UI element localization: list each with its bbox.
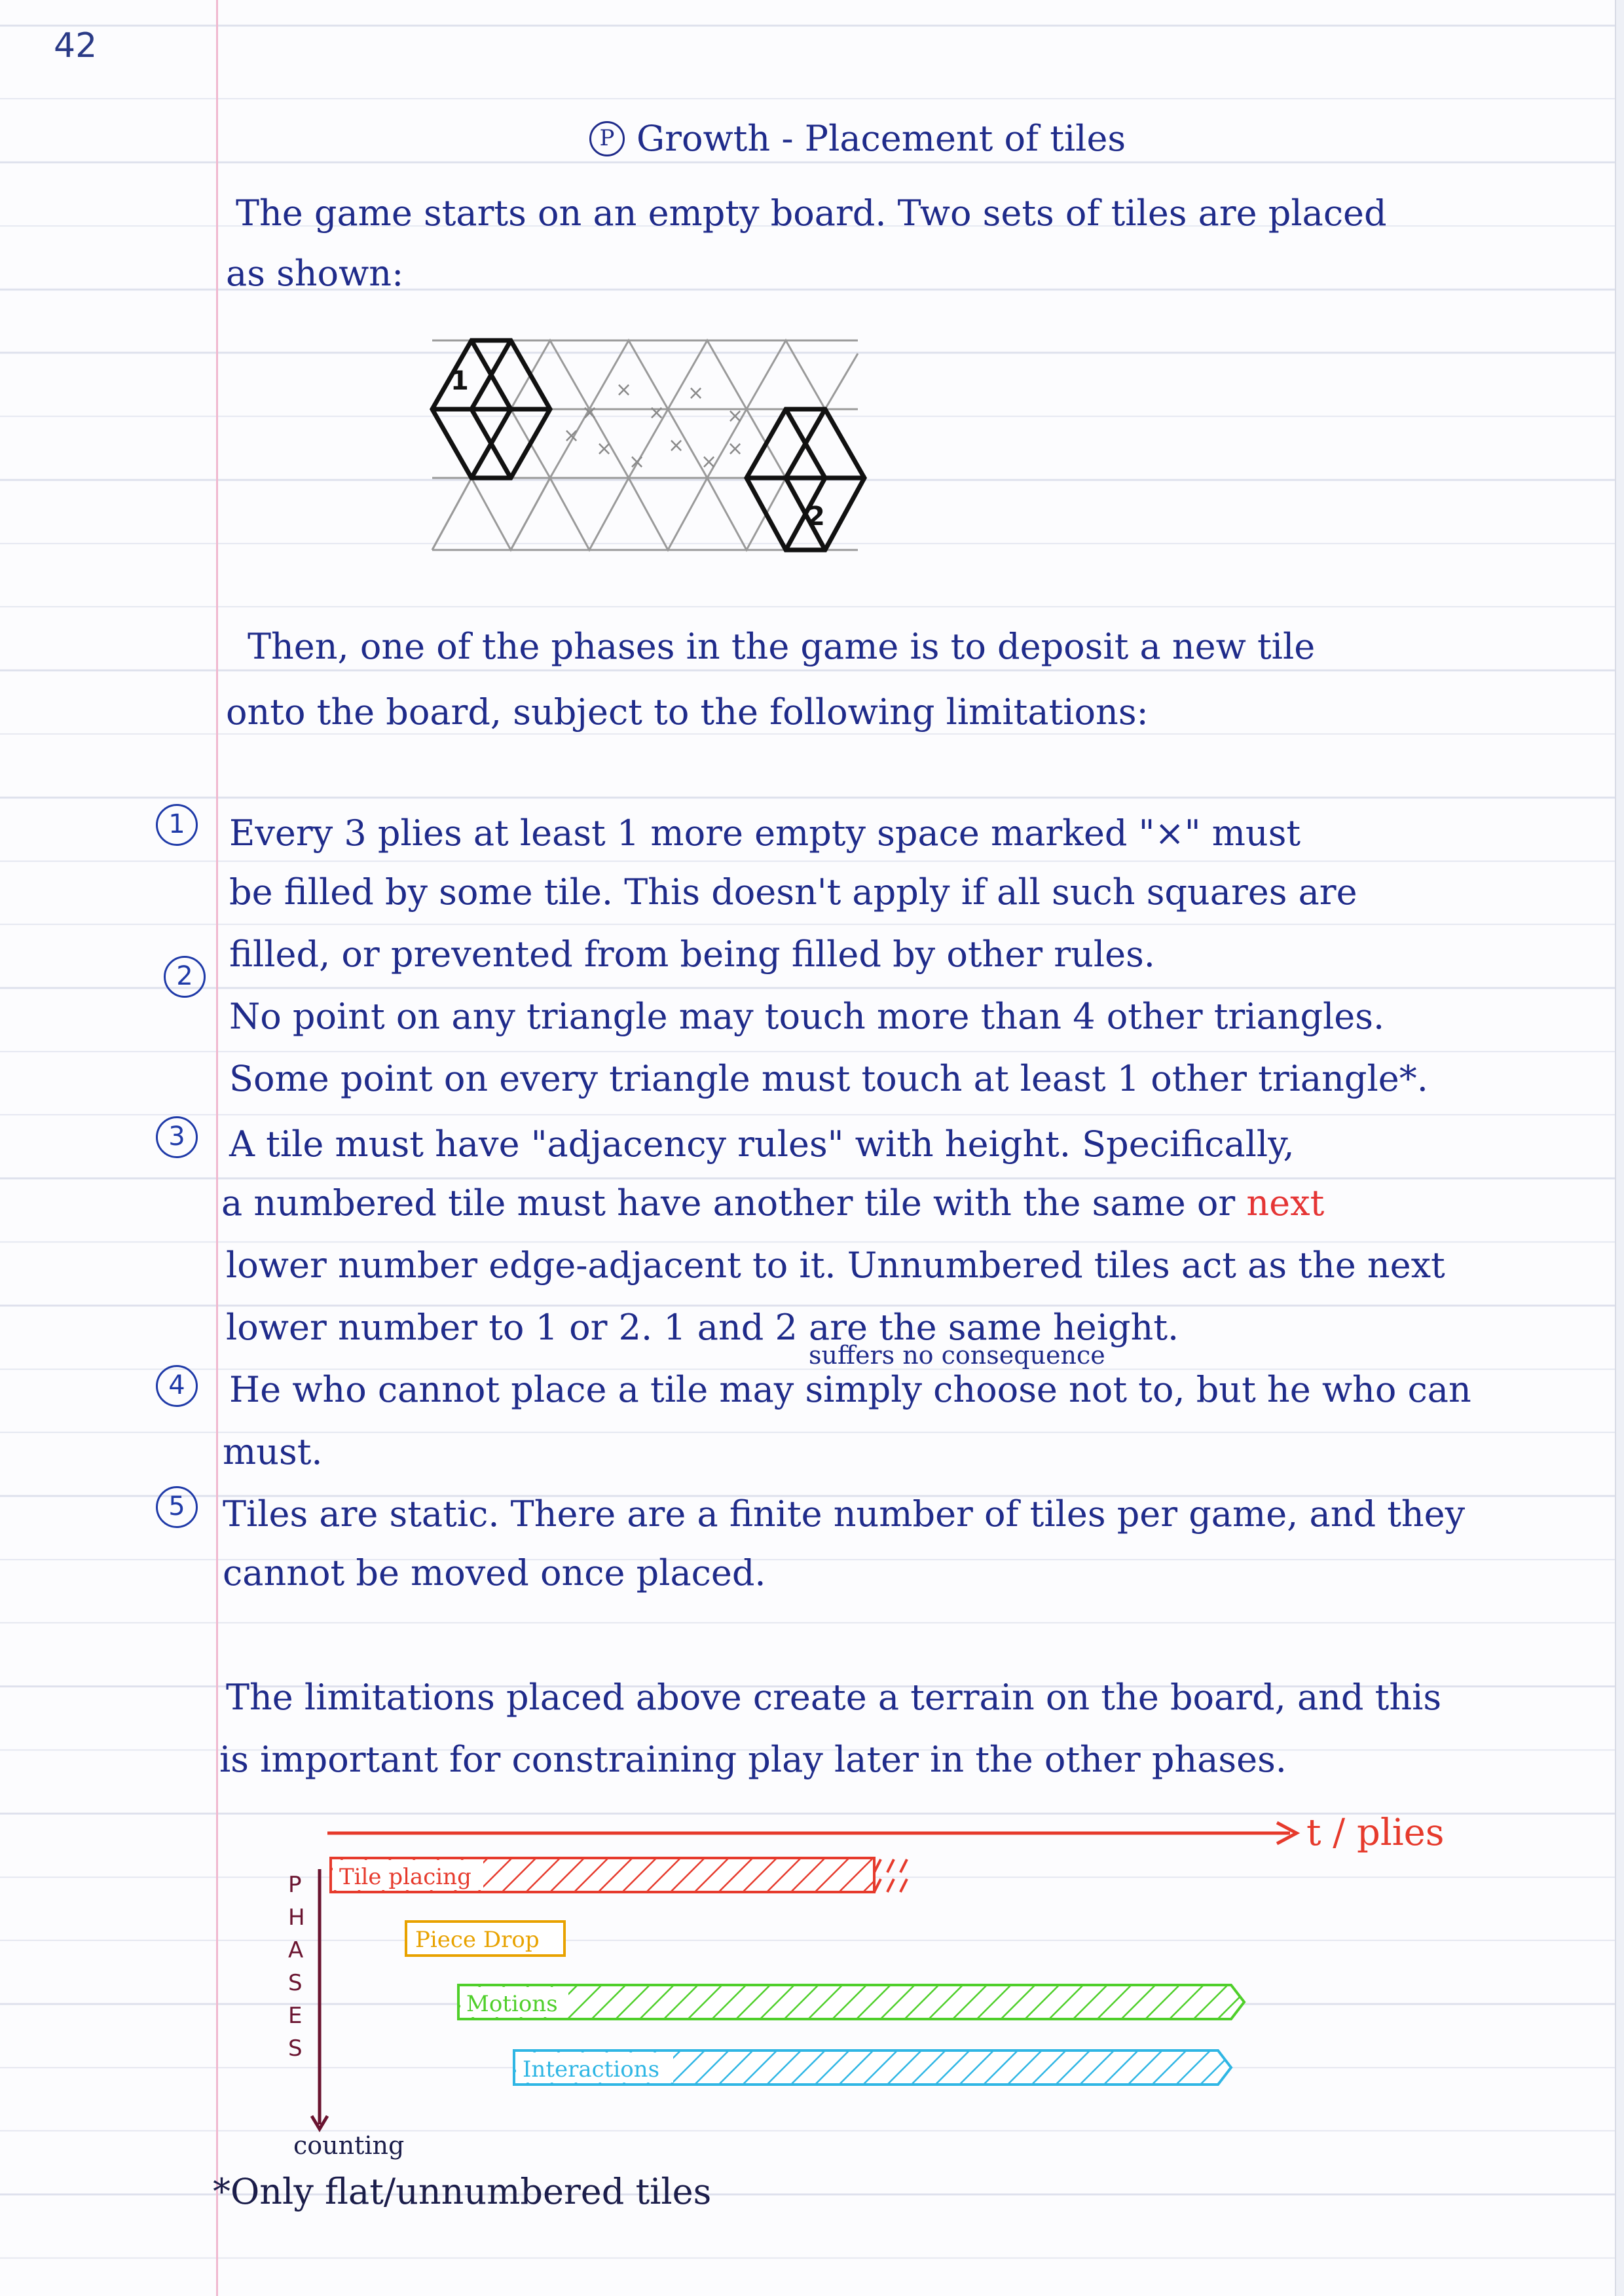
rule-5-line-2: cannot be moved once placed. <box>223 1552 766 1594</box>
time-axis-label: t / plies <box>1306 1812 1445 1854</box>
bar-fade <box>874 1859 907 1892</box>
highlighted-word: next <box>1246 1182 1325 1224</box>
rule-number: 5 <box>156 1486 198 1528</box>
empty-mark: × <box>688 382 705 405</box>
rule-4-insertion: suffers no consequence <box>809 1341 1105 1370</box>
rule-2-line-2: Some point on every triangle must touch at least 1 other triangle*. <box>229 1058 1428 1099</box>
rule-1-line-2: be filled by some tile. This doesn't apply if all such squares are <box>229 871 1357 913</box>
bar-label: Tile placing <box>339 1864 471 1890</box>
closing-line-1: The limitations placed above create a terrain on the board, and this <box>226 1677 1442 1718</box>
empty-mark: × <box>668 434 685 457</box>
rule-5-line-1: Tiles are static. There are a finite number of tiles per game, and they <box>223 1493 1466 1535</box>
rule-1-line-3: filled, or prevented from being filled by other rules. <box>229 934 1155 975</box>
phase-timeline <box>262 1794 1506 2160</box>
intro-line-1: The game starts on an empty board. Two sets of tiles are placed <box>236 192 1387 234</box>
rule-3-line-1: A tile must have "adjacency rules" with height. Specifically, <box>229 1123 1295 1165</box>
margin-line <box>216 0 218 2296</box>
rule-number: 4 <box>156 1365 198 1407</box>
board-grid <box>432 340 858 550</box>
page-title <box>589 118 1126 159</box>
tile-set-two <box>747 409 864 550</box>
bar-motions <box>458 1985 1244 2019</box>
page-edge <box>1615 0 1624 2296</box>
rule-2-line-1: No point on any triangle may touch more than 4 other triangles. <box>229 996 1385 1037</box>
empty-mark: × <box>616 378 633 401</box>
page-number: 42 <box>54 26 98 65</box>
phases-letter: S <box>288 2035 303 2062</box>
empty-marks <box>563 378 743 473</box>
phases-letter: S <box>288 1970 303 1996</box>
rule-1-line-1: Every 3 plies at least 1 more empty space marked "×" must <box>229 812 1301 854</box>
rule-3-line-4: lower number to 1 or 2. 1 and 2 are the same height. <box>226 1307 1179 1348</box>
intro-line-2: as shown: <box>226 253 404 294</box>
empty-mark: × <box>581 401 599 424</box>
tile-two-label: 2 <box>807 501 825 532</box>
phases-letter: P <box>288 1872 302 1898</box>
closing-line-2: is important for constraining play later in the other phases. <box>219 1739 1287 1780</box>
rule-number: 1 <box>156 804 198 846</box>
empty-mark: × <box>596 437 613 460</box>
rule-4-line-2: must. <box>223 1431 323 1472</box>
empty-mark: × <box>648 401 665 424</box>
empty-mark: × <box>563 424 580 447</box>
rule-3-line-2 <box>221 1172 1324 1235</box>
phases-letter: E <box>288 2003 303 2029</box>
board-diagram <box>419 334 877 570</box>
tile-one-label: 1 <box>451 366 469 396</box>
rule-4-line-1: He who cannot place a tile may simply choose not to, but he who can <box>229 1369 1471 1410</box>
bar-label: Interactions <box>523 2056 660 2083</box>
empty-mark: × <box>629 450 646 473</box>
rule-3-line-2-text: a numbered tile must have another tile with the same or <box>221 1182 1236 1224</box>
rule-number: 2 <box>164 956 206 998</box>
then-line-2: onto the board, subject to the following limitations: <box>226 691 1149 733</box>
tile-set-one <box>432 340 550 478</box>
footnote: *Only flat/unnumbered tiles <box>213 2171 712 2212</box>
empty-mark: × <box>727 437 744 460</box>
then-line-1: Then, one of the phases in the game is to deposit a new tile <box>248 626 1316 667</box>
phase-marker: P <box>589 121 625 156</box>
rule-3-line-3: lower number edge-adjacent to it. Unnumbered tiles act as the next <box>226 1245 1445 1286</box>
phases-label <box>288 1872 305 2062</box>
footnote-insertion: counting <box>293 2131 405 2160</box>
rule-number: 3 <box>156 1116 198 1158</box>
phases-letter: H <box>288 1904 305 1931</box>
page-title-text: Growth - Placement of tiles <box>637 118 1126 159</box>
empty-mark: × <box>727 405 744 428</box>
bar-label: Piece Drop <box>415 1927 540 1953</box>
phases-letter: A <box>288 1937 304 1963</box>
bar-label: Motions <box>466 1991 558 2017</box>
empty-mark: × <box>701 450 718 473</box>
